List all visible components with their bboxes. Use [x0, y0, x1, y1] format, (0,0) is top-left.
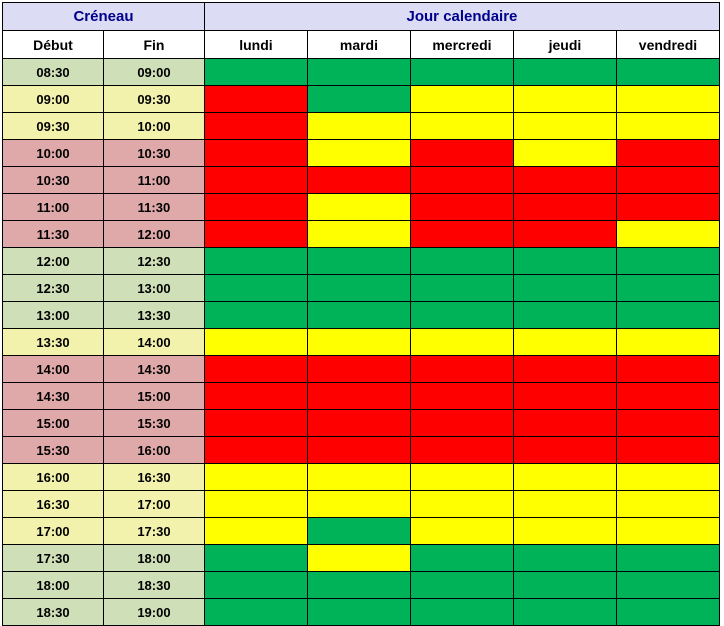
availability-cell[interactable] [204, 545, 307, 572]
slot-start-time: 16:30 [3, 491, 104, 518]
availability-cell[interactable] [204, 248, 307, 275]
slot-end-time: 17:00 [103, 491, 204, 518]
availability-cell[interactable] [307, 599, 410, 626]
table-row [3, 59, 720, 86]
slot-end-time: 16:00 [103, 437, 204, 464]
slot-end-time: 14:30 [103, 356, 204, 383]
availability-cell[interactable] [410, 221, 513, 248]
availability-cell[interactable] [616, 86, 719, 113]
availability-cell[interactable] [616, 518, 719, 545]
availability-cell[interactable] [204, 86, 307, 113]
availability-cell[interactable] [616, 599, 719, 626]
availability-cell[interactable] [513, 275, 616, 302]
slot-end-time: 11:30 [103, 194, 204, 221]
availability-cell[interactable] [616, 545, 719, 572]
availability-cell[interactable] [307, 572, 410, 599]
availability-cell[interactable] [513, 599, 616, 626]
availability-cell[interactable] [513, 329, 616, 356]
header-sub-row [3, 31, 720, 59]
table-row [3, 86, 720, 113]
availability-cell[interactable] [513, 59, 616, 86]
availability-cell[interactable] [410, 329, 513, 356]
slot-start-time: 12:00 [3, 248, 104, 275]
slot-end-time: 10:00 [103, 113, 204, 140]
table-row [3, 464, 720, 491]
availability-cell[interactable] [616, 410, 719, 437]
availability-cell[interactable] [410, 356, 513, 383]
slot-end-time: 10:30 [103, 140, 204, 167]
availability-cell[interactable] [410, 194, 513, 221]
slot-start-time: 18:00 [3, 572, 104, 599]
availability-cell[interactable] [410, 518, 513, 545]
table-row [3, 248, 720, 275]
availability-cell[interactable] [307, 86, 410, 113]
availability-cell[interactable] [204, 140, 307, 167]
availability-cell[interactable] [410, 383, 513, 410]
availability-cell[interactable] [410, 275, 513, 302]
slot-start-time: 14:00 [3, 356, 104, 383]
availability-cell[interactable] [410, 86, 513, 113]
availability-cell[interactable] [410, 59, 513, 86]
table-header [3, 3, 720, 59]
availability-cell[interactable] [307, 221, 410, 248]
availability-cell[interactable] [616, 113, 719, 140]
availability-cell[interactable] [307, 356, 410, 383]
table-row [3, 545, 720, 572]
availability-cell[interactable] [204, 329, 307, 356]
header-debut: Début [3, 31, 104, 59]
header-jour-calendaire: Jour calendaire [204, 3, 719, 31]
header-day-mardi: mardi [307, 31, 410, 59]
availability-cell[interactable] [204, 167, 307, 194]
slot-start-time: 09:00 [3, 86, 104, 113]
availability-cell[interactable] [410, 599, 513, 626]
availability-cell[interactable] [410, 167, 513, 194]
table-row [3, 140, 720, 167]
availability-cell[interactable] [307, 248, 410, 275]
slot-start-time: 14:30 [3, 383, 104, 410]
availability-cell[interactable] [513, 464, 616, 491]
availability-cell[interactable] [204, 464, 307, 491]
header-creneau: Créneau [3, 3, 205, 31]
table-row [3, 194, 720, 221]
availability-cell[interactable] [204, 383, 307, 410]
availability-cell[interactable] [307, 167, 410, 194]
availability-cell[interactable] [307, 437, 410, 464]
header-day-vendredi: vendredi [616, 31, 719, 59]
slot-start-time: 17:00 [3, 518, 104, 545]
header-day-jeudi: jeudi [513, 31, 616, 59]
availability-cell[interactable] [204, 572, 307, 599]
availability-cell[interactable] [307, 59, 410, 86]
table-row [3, 275, 720, 302]
availability-cell[interactable] [307, 491, 410, 518]
availability-cell[interactable] [410, 248, 513, 275]
table-row [3, 167, 720, 194]
availability-cell[interactable] [307, 275, 410, 302]
availability-cell[interactable] [616, 59, 719, 86]
slot-end-time: 15:00 [103, 383, 204, 410]
table-row [3, 329, 720, 356]
availability-cell[interactable] [616, 383, 719, 410]
availability-cell[interactable] [513, 86, 616, 113]
slot-end-time: 12:30 [103, 248, 204, 275]
availability-cell[interactable] [616, 248, 719, 275]
availability-cell[interactable] [204, 113, 307, 140]
slot-start-time: 12:30 [3, 275, 104, 302]
availability-cell[interactable] [410, 572, 513, 599]
availability-cell[interactable] [410, 491, 513, 518]
header-day-lundi: lundi [204, 31, 307, 59]
availability-cell[interactable] [204, 59, 307, 86]
slot-start-time: 11:00 [3, 194, 104, 221]
table-row [3, 572, 720, 599]
table-row [3, 221, 720, 248]
slot-end-time: 09:00 [103, 59, 204, 86]
availability-cell[interactable] [513, 572, 616, 599]
availability-cell[interactable] [616, 464, 719, 491]
schedule-body [3, 59, 720, 626]
table-row [3, 302, 720, 329]
availability-cell[interactable] [307, 140, 410, 167]
table-row [3, 518, 720, 545]
availability-cell[interactable] [616, 221, 719, 248]
slot-start-time: 16:00 [3, 464, 104, 491]
availability-cell[interactable] [513, 383, 616, 410]
slot-end-time: 13:00 [103, 275, 204, 302]
availability-cell[interactable] [204, 437, 307, 464]
slot-start-time: 15:30 [3, 437, 104, 464]
slot-end-time: 12:00 [103, 221, 204, 248]
availability-cell[interactable] [410, 464, 513, 491]
slot-start-time: 11:30 [3, 221, 104, 248]
availability-cell[interactable] [204, 194, 307, 221]
availability-cell[interactable] [513, 194, 616, 221]
availability-cell[interactable] [513, 410, 616, 437]
slot-end-time: 18:00 [103, 545, 204, 572]
availability-cell[interactable] [513, 545, 616, 572]
availability-cell[interactable] [410, 437, 513, 464]
slot-start-time: 09:30 [3, 113, 104, 140]
availability-cell[interactable] [410, 140, 513, 167]
availability-cell[interactable] [513, 167, 616, 194]
availability-cell[interactable] [307, 302, 410, 329]
availability-cell[interactable] [307, 329, 410, 356]
availability-cell[interactable] [616, 329, 719, 356]
availability-cell[interactable] [513, 113, 616, 140]
availability-cell[interactable] [616, 356, 719, 383]
availability-cell[interactable] [307, 194, 410, 221]
availability-cell[interactable] [410, 545, 513, 572]
availability-cell[interactable] [513, 491, 616, 518]
header-group-row [3, 3, 720, 31]
slot-end-time: 16:30 [103, 464, 204, 491]
header-fin: Fin [103, 31, 204, 59]
slot-end-time: 14:00 [103, 329, 204, 356]
availability-cell[interactable] [616, 194, 719, 221]
availability-cell[interactable] [616, 572, 719, 599]
availability-cell[interactable] [513, 140, 616, 167]
slot-end-time: 11:00 [103, 167, 204, 194]
table-row [3, 113, 720, 140]
slot-end-time: 18:30 [103, 572, 204, 599]
slot-end-time: 09:30 [103, 86, 204, 113]
slot-start-time: 10:30 [3, 167, 104, 194]
slot-end-time: 13:30 [103, 302, 204, 329]
availability-cell[interactable] [204, 221, 307, 248]
slot-start-time: 13:30 [3, 329, 104, 356]
slot-end-time: 17:30 [103, 518, 204, 545]
table-row [3, 410, 720, 437]
slot-start-time: 15:00 [3, 410, 104, 437]
availability-cell[interactable] [513, 518, 616, 545]
availability-cell[interactable] [204, 302, 307, 329]
availability-cell[interactable] [204, 275, 307, 302]
table-row [3, 356, 720, 383]
availability-cell[interactable] [410, 410, 513, 437]
table-row [3, 599, 720, 626]
availability-cell[interactable] [204, 356, 307, 383]
availability-cell[interactable] [307, 383, 410, 410]
schedule-table [2, 2, 720, 626]
slot-end-time: 19:00 [103, 599, 204, 626]
availability-cell[interactable] [307, 410, 410, 437]
availability-cell[interactable] [616, 275, 719, 302]
availability-cell[interactable] [616, 491, 719, 518]
availability-cell[interactable] [513, 221, 616, 248]
availability-cell[interactable] [204, 599, 307, 626]
availability-cell[interactable] [616, 140, 719, 167]
table-row [3, 491, 720, 518]
availability-cell[interactable] [204, 491, 307, 518]
header-day-mercredi: mercredi [410, 31, 513, 59]
availability-cell[interactable] [410, 302, 513, 329]
availability-cell[interactable] [307, 545, 410, 572]
availability-cell[interactable] [513, 437, 616, 464]
availability-cell[interactable] [513, 248, 616, 275]
availability-cell[interactable] [513, 302, 616, 329]
availability-cell[interactable] [204, 410, 307, 437]
table-row [3, 437, 720, 464]
availability-cell[interactable] [410, 113, 513, 140]
slot-start-time: 17:30 [3, 545, 104, 572]
availability-cell[interactable] [307, 464, 410, 491]
slot-start-time: 18:30 [3, 599, 104, 626]
availability-cell[interactable] [616, 302, 719, 329]
availability-cell[interactable] [513, 356, 616, 383]
slot-start-time: 10:00 [3, 140, 104, 167]
availability-cell[interactable] [204, 518, 307, 545]
slot-start-time: 08:30 [3, 59, 104, 86]
slot-start-time: 13:00 [3, 302, 104, 329]
availability-cell[interactable] [616, 437, 719, 464]
table-row [3, 383, 720, 410]
availability-cell[interactable] [616, 167, 719, 194]
availability-cell[interactable] [307, 113, 410, 140]
slot-end-time: 15:30 [103, 410, 204, 437]
availability-cell[interactable] [307, 518, 410, 545]
